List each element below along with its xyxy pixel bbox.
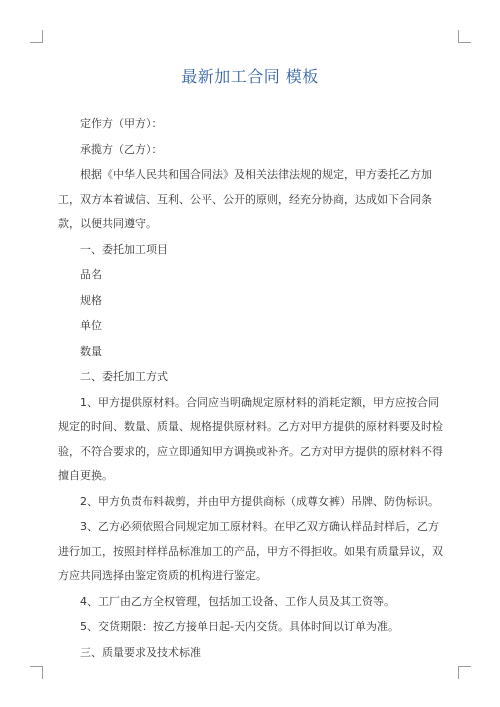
clause-paragraph: 1、甲方提供原材料。合同应当明确规定原材料的消耗定额，甲方应按合同规定的时间、数量、质量、规格提供原材料。乙方对甲方提供的原材料要及时检验，不符合要求的，应立即通知甲方调换或补齐。乙方对甲方提供的原材料不得擅自更换。 [58, 395, 443, 482]
document-body [58, 112, 444, 666]
clause-paragraph: 5、交货期限：按乙方接单日起-天内交货。具体时间以订单为准。 [80, 620, 399, 633]
clause-paragraph: 3、乙方必须依照合同规定加工原材料。在甲乙双方确认样品封样后，乙方进行加工，按照封样样品标准加工的产品，甲方不得拒收。如果有质量异议，双方应共同选择由鉴定资质的机构进行鉴定。 [58, 520, 443, 582]
party-a-line: 定作方（甲方）： [80, 117, 163, 130]
crop-mark-bottom-right [458, 666, 471, 679]
document-title: 最新加工合同 模板 [181, 67, 319, 86]
item-field: 品名 [80, 268, 102, 281]
crop-mark-top-right [458, 30, 471, 43]
party-b-line: 承揽方（乙方）： [80, 142, 163, 156]
clause-paragraph: 4、工厂由乙方全权管理，包括加工设备、工作人员及其工资等。 [80, 594, 395, 608]
preamble-paragraph: 根据《中华人民共和国合同法》及相关法律法规的规定，甲方委托乙方加工，双方本着诚信、互利、公平、公开的原则，经充分协商，达成如下合同条款，以便共同遵守。 [58, 168, 432, 230]
item-field: 单位 [80, 319, 102, 332]
section-heading: 一、委托加工项目 [80, 242, 168, 256]
crop-mark-top-left [30, 30, 43, 43]
item-field: 规格 [80, 293, 102, 307]
section-heading: 三、质量要求及技术标准 [80, 645, 201, 659]
clause-paragraph: 2、甲方负责布料裁剪，并由甲方提供商标（成尊女裤）吊牌、防伪标识。 [80, 494, 439, 508]
crop-mark-bottom-left [30, 666, 43, 679]
section-heading: 二、委托加工方式 [80, 370, 168, 383]
item-field: 数量 [80, 344, 102, 358]
